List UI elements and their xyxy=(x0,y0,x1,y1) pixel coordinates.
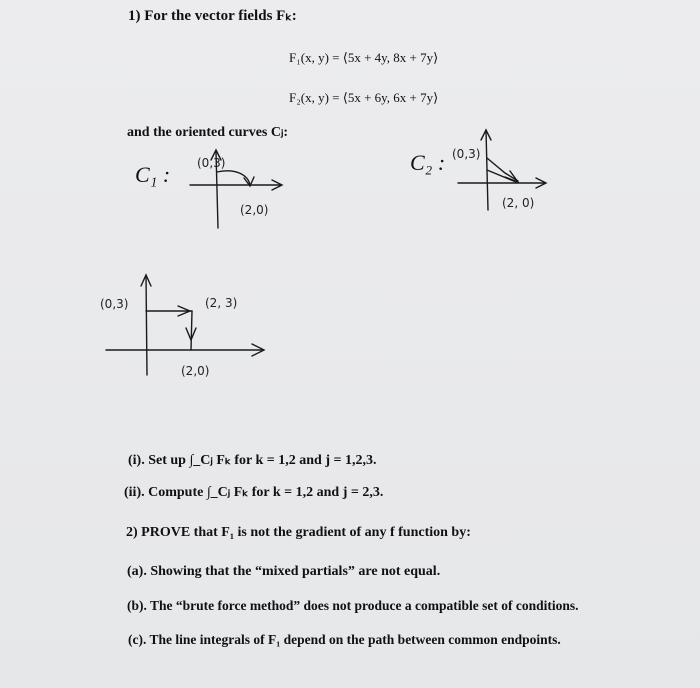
part-ii-compute: (ii). Compute ∫_Cⱼ Fₖ for k = 1,2 and j = 2,3. xyxy=(124,485,384,500)
vector-field-f2: F₂(x, y) = ⟨5x + 6y, 6x + 7y⟩ xyxy=(289,90,439,105)
problem2-part-c: (c). The line integrals of F₁ depend on the path between common endpoints. xyxy=(128,632,561,647)
problem2-part-b: (b). The “brute force method” does not produce a compatible set of conditions. xyxy=(127,598,579,613)
vector-field-f1: F₁(x, y) = ⟨5x + 4y, 8x + 7y⟩ xyxy=(289,50,439,65)
problem1-heading: 1) For the vector fields Fₖ: xyxy=(128,8,297,24)
axes-sketch-1 xyxy=(190,150,282,228)
curve2-label: C₂ : xyxy=(410,150,446,175)
curve2-start-point: (0,3) xyxy=(452,147,481,161)
curve3-bottom-point: (2,0) xyxy=(181,364,210,378)
curve1-end-point: (2,0) xyxy=(240,203,269,217)
axes-sketch-3 xyxy=(106,275,264,375)
part-i-setup: (i). Set up ∫_Cⱼ Fₖ for k = 1,2 and j = 1,2,3. xyxy=(128,453,377,468)
curve1-label: C₁ : xyxy=(135,162,171,187)
problem2-part-a: (a). Showing that the “mixed partials” are not equal. xyxy=(127,564,441,579)
curve1-start-point: (0,3) xyxy=(197,156,226,170)
curves-intro: and the oriented curves Cⱼ: xyxy=(127,125,289,140)
curve3-left-point: (0,3) xyxy=(100,297,129,311)
problem2-heading: 2) PROVE that F₁ is not the gradient of any f function by: xyxy=(126,525,471,540)
curve3-corner-point: (2, 3) xyxy=(205,296,238,310)
axes-sketch-2 xyxy=(458,130,546,210)
curve2-end-point: (2, 0) xyxy=(502,196,535,210)
